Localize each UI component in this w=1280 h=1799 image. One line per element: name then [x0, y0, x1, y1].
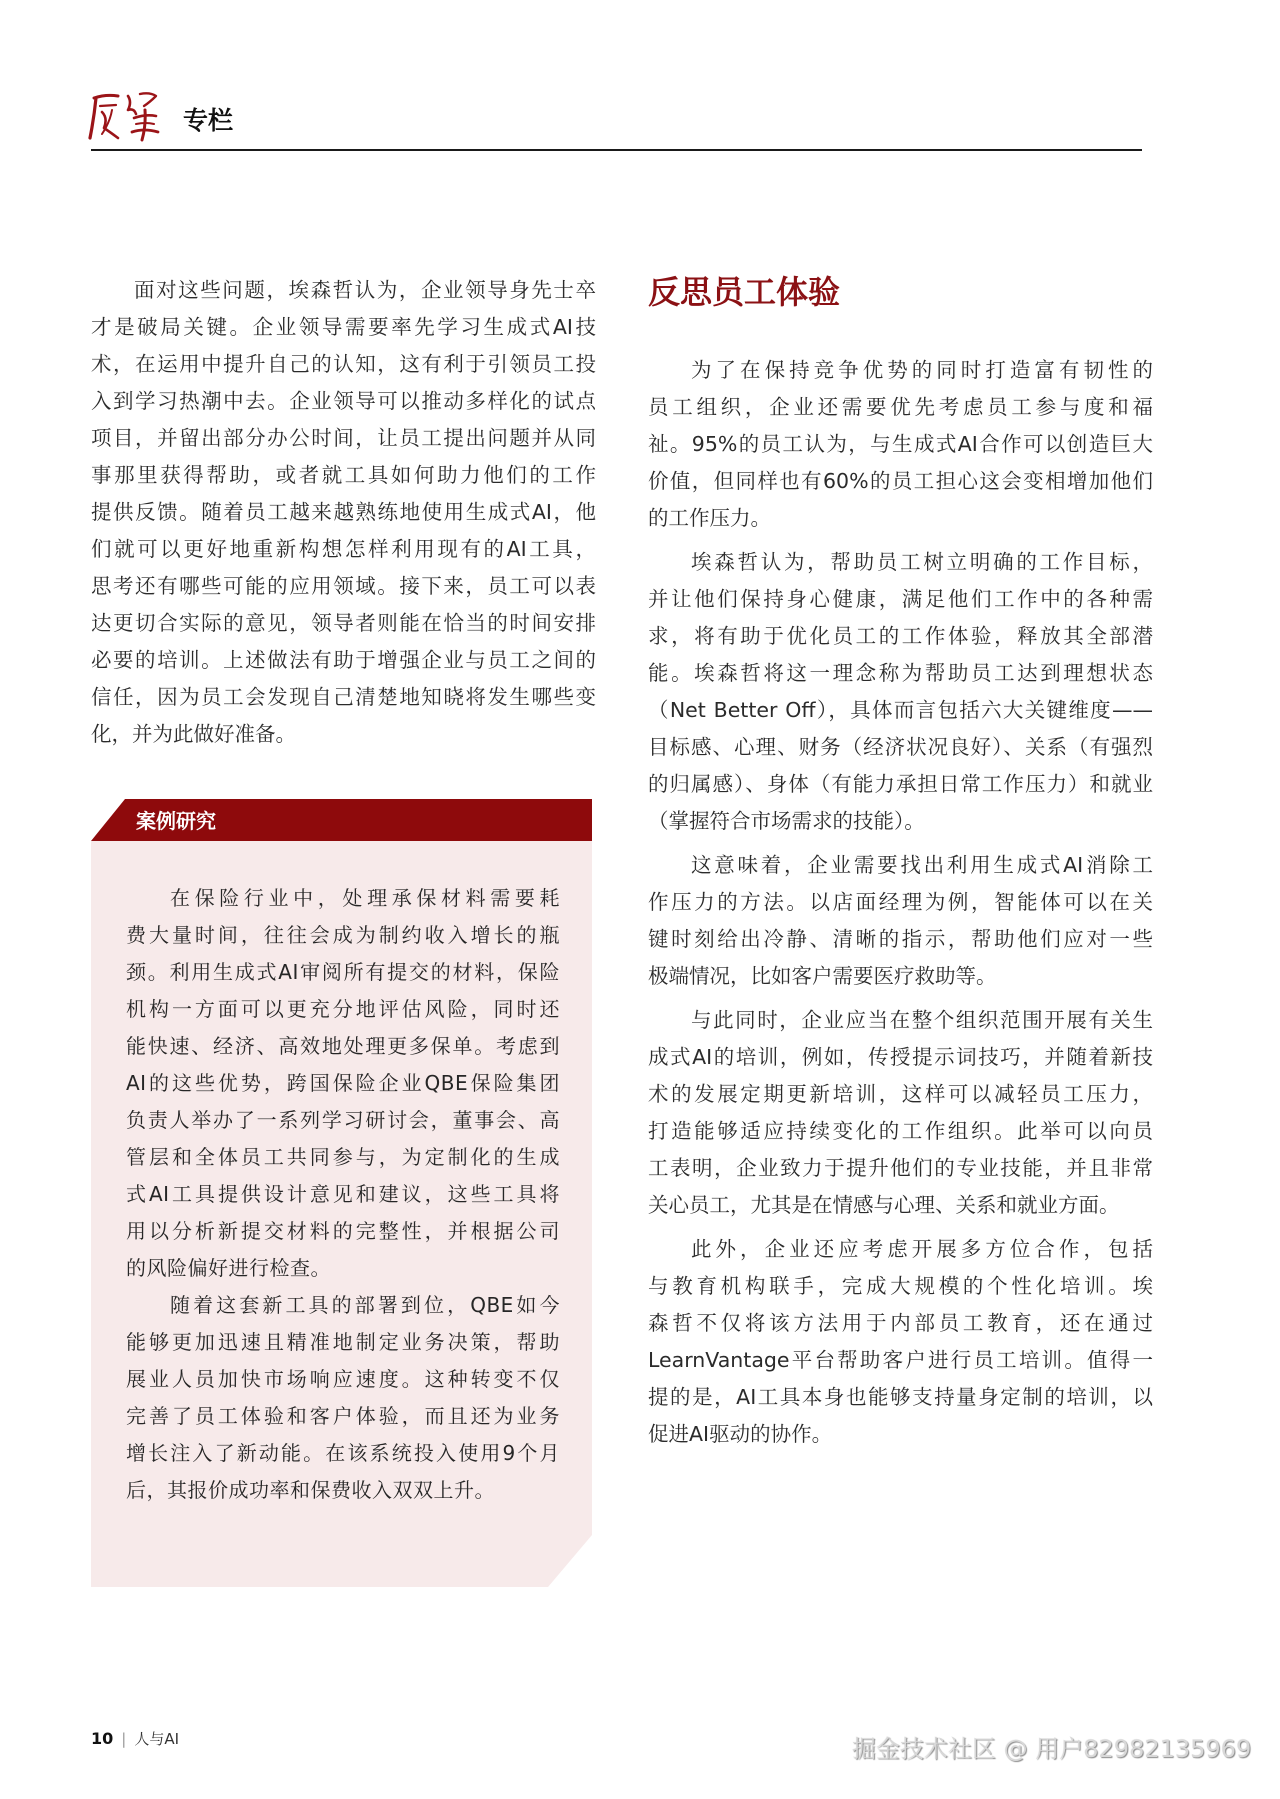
page-footer [91, 1728, 179, 1750]
text-line: 管层和全体员工共同参与，为定制化的生成 [126, 1145, 560, 1169]
text-line: 极端情况，比如客户需要医疗救助等。 [648, 964, 997, 988]
text-line: AI的这些优势，跨国保险企业QBE保险集团 [126, 1071, 560, 1095]
text-line: 祉。95%的员工认为，与生成式AI合作可以创造巨大 [648, 432, 1153, 456]
publication-name: 人与AI [134, 1730, 180, 1748]
text-line: 成式AI的培训，例如，传授提示词技巧，并随着新技 [648, 1045, 1153, 1069]
case-study-title: 案例研究 [136, 809, 216, 833]
footer-separator: | [121, 1730, 127, 1748]
text-line: 负责人举办了一系列学习研讨会，董事会、高 [126, 1108, 560, 1132]
text-line: 为了在保持竞争优势的同时打造富有韧性的 [691, 358, 1153, 382]
text-line: 术的发展定期更新培训，这样可以减轻员工压力， [648, 1082, 1153, 1106]
zhanwang-calligraphy-logo [88, 88, 160, 144]
section-heading: 反思员工体验 [648, 273, 841, 311]
text-line: 费大量时间，往往会成为制约收入增长的瓶 [126, 923, 560, 947]
text-line: 与此同时，企业应当在整个组织范围开展有关生 [691, 1008, 1153, 1032]
text-line: 能够更加迅速且精准地制定业务决策，帮助 [126, 1330, 560, 1354]
header-divider [91, 149, 1142, 151]
text-line: LearnVantage平台帮助客户进行员工培训。值得一 [648, 1348, 1153, 1372]
text-line: 森哲不仅将该方法用于内部员工教育，还在通过 [648, 1311, 1153, 1335]
text-line: 化，并为此做好准备。 [91, 722, 296, 746]
paragraph [648, 544, 1153, 840]
text-line: 目标感、心理、财务（经济状况良好）、关系（有强烈 [648, 735, 1153, 759]
section-label: 专栏 [183, 106, 234, 135]
text-line: 工表明，企业致力于提升他们的专业技能，并且非常 [648, 1156, 1153, 1180]
watermark: 掘金技术社区 @ 用户82982135969 [852, 1735, 1252, 1763]
text-line: 的工作压力。 [648, 506, 771, 530]
text-line: 在保险行业中，处理承保材料需要耗 [170, 886, 560, 910]
paragraph [648, 1231, 1153, 1453]
left-column [91, 272, 596, 753]
text-line: 价值，但同样也有60%的员工担心这会变相增加他们 [648, 469, 1153, 493]
case-study-text [126, 880, 560, 1509]
paragraph [126, 1287, 560, 1509]
text-line: 才是破局关键。企业领导需要率先学习生成式AI技 [91, 315, 596, 339]
text-line: 必要的培训。上述做法有助于增强企业与员工之间的 [91, 648, 596, 672]
text-line: 机构一方面可以更充分地评估风险，同时还 [126, 997, 560, 1021]
text-line: 事那里获得帮助，或者就工具如何助力他们的工作 [91, 463, 596, 487]
text-line: 的风险偏好进行检查。 [126, 1256, 331, 1280]
text-line: 这意味着，企业需要找出利用生成式AI消除工 [691, 853, 1153, 877]
text-line: 键时刻给出冷静、清晰的指示，帮助他们应对一些 [648, 927, 1153, 951]
text-line: 增长注入了新动能。在该系统投入使用9个月 [126, 1441, 560, 1465]
text-line: 完善了员工体验和客户体验，而且还为业务 [126, 1404, 560, 1428]
paragraph [648, 847, 1153, 995]
text-line: 员工组织，企业还需要优先考虑员工参与度和福 [648, 395, 1153, 419]
text-line: 后，其报价成功率和保费收入双双上升。 [126, 1478, 495, 1502]
text-line: 与教育机构联手，完成大规模的个性化培训。埃 [648, 1274, 1153, 1298]
right-column [648, 270, 1153, 1453]
text-line: 入到学习热潮中去。企业领导可以推动多样化的试点 [91, 389, 596, 413]
paragraph [648, 352, 1153, 537]
text-line: 达更切合实际的意见，领导者则能在恰当的时间安排 [91, 611, 596, 635]
text-line: 此外，企业还应考虑开展多方位合作，包括 [691, 1237, 1153, 1261]
text-line: 打造能够适应持续变化的工作组织。此举可以向员 [648, 1119, 1153, 1143]
paragraph [126, 880, 560, 1287]
text-line: 颈。利用生成式AI审阅所有提交的材料，保险 [126, 960, 560, 984]
text-line: 能快速、经济、高效地处理更多保单。考虑到 [126, 1034, 560, 1058]
text-line: 术，在运用中提升自己的认知，这有利于引领员工投 [91, 352, 596, 376]
text-line: （Net Better Off），具体而言包括六大关键维度—— [648, 698, 1153, 722]
text-line: 提供反馈。随着员工越来越熟练地使用生成式AI，他 [91, 500, 596, 524]
text-line: （掌握符合市场需求的技能）。 [648, 809, 925, 833]
text-line: 用以分析新提交材料的完整性，并根据公司 [126, 1219, 560, 1243]
text-line: 展业人员加快市场响应速度。这种转变不仅 [126, 1367, 560, 1391]
text-line: 埃森哲认为，帮助员工树立明确的工作目标， [691, 550, 1153, 574]
text-line: 关心员工，尤其是在情感与心理、关系和就业方面。 [648, 1193, 1120, 1217]
text-line: 信任，因为员工会发现自己清楚地知晓将发生哪些变 [91, 685, 596, 709]
text-line: 面对这些问题，埃森哲认为，企业领导身先士卒 [134, 278, 596, 302]
paragraph [91, 272, 596, 753]
paragraph [648, 1002, 1153, 1224]
text-line: 们就可以更好地重新构想怎样利用现有的AI工具， [91, 537, 596, 561]
case-study-box [91, 799, 592, 1587]
text-line: 并让他们保持身心健康，满足他们工作中的各种需 [648, 587, 1153, 611]
text-line: 的归属感）、身体（有能力承担日常工作压力）和就业 [648, 772, 1153, 796]
text-line: 能。埃森哲将这一理念称为帮助员工达到理想状态 [648, 661, 1153, 685]
text-line: 求，将有助于优化员工的工作体验，释放其全部潜 [648, 624, 1153, 648]
text-line: 促进AI驱动的协作。 [648, 1422, 833, 1446]
text-line: 思考还有哪些可能的应用领域。接下来，员工可以表 [91, 574, 596, 598]
text-line: 提的是，AI工具本身也能够支持量身定制的培训，以 [648, 1385, 1153, 1409]
text-line: 随着这套新工具的部署到位，QBE如今 [170, 1293, 560, 1317]
text-line: 项目，并留出部分办公时间，让员工提出问题并从同 [91, 426, 596, 450]
page-number: 10 [91, 1729, 114, 1748]
text-line: 作压力的方法。以店面经理为例，智能体可以在关 [648, 890, 1153, 914]
text-line: 式AI工具提供设计意见和建议，这些工具将 [126, 1182, 560, 1206]
